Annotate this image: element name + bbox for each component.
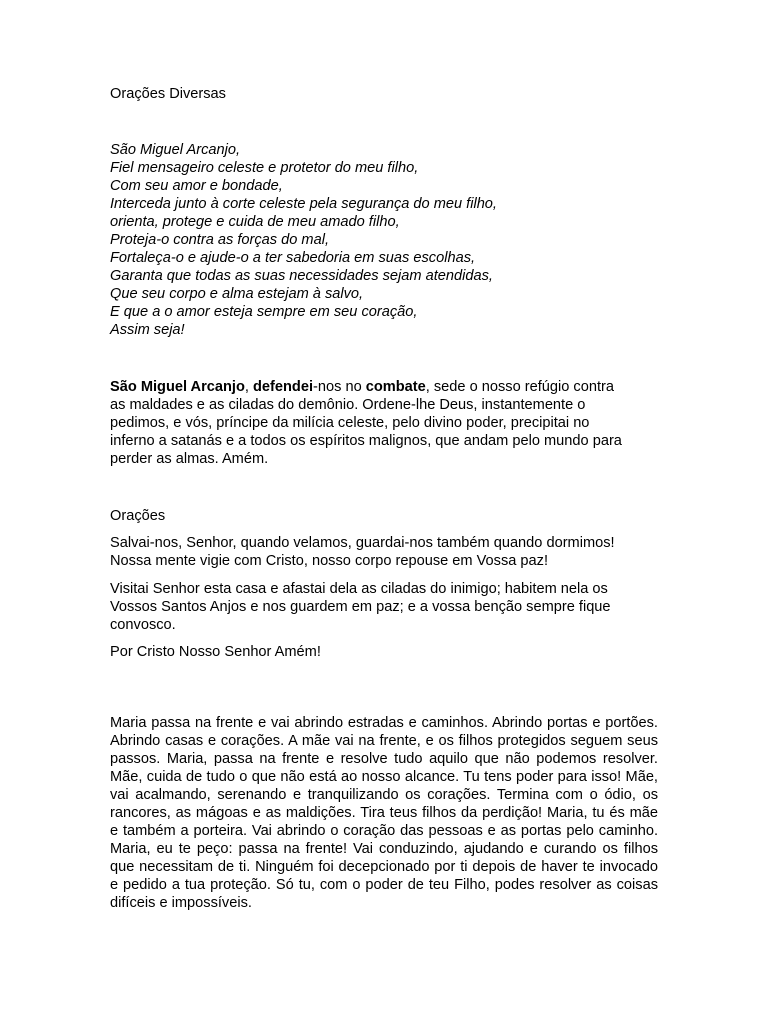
prayer-verb-bold: defendei: [253, 379, 314, 395]
prayer-line: E que a o amor esteja sempre em seu coração,: [110, 304, 418, 320]
prayer-sao-miguel-2: [110, 378, 658, 468]
document-page: [110, 0, 658, 1024]
prayer-combat-bold: combate: [365, 379, 426, 395]
document-title: [110, 85, 658, 103]
section-oracoes-para-2: [110, 580, 658, 634]
prayer-sep: ,: [244, 379, 253, 395]
para-line: convosco.: [110, 617, 176, 633]
section-heading: Orações: [110, 508, 166, 524]
prayer-line: Que seu corpo e alma estejam à salvo,: [110, 286, 364, 302]
prayer-line: Interceda junto à corte celeste pela segurança do meu filho,: [110, 196, 497, 212]
prayer-line: Proteja-o contra as forças do mal,: [110, 232, 330, 248]
prayer-line: Assim seja!: [110, 322, 185, 338]
prayer-line: Fortaleça-o e ajude-o a ter sabedoria em suas escolhas,: [110, 250, 476, 266]
section-oracoes-para-1: [110, 534, 658, 570]
prayer-line: Fiel mensageiro celeste e protetor do meu filho,: [110, 160, 419, 176]
para-line: Nossa mente vigie com Cristo, nosso corpo repouse em Vossa paz!: [110, 553, 549, 569]
prayer-line: São Miguel Arcanjo,: [110, 142, 241, 158]
prayer-maria-passa-na-frente: [110, 699, 658, 926]
prayer-line: perder as almas. Amém.: [110, 451, 269, 467]
prayer-rest: , sede o nosso refúgio contra: [425, 379, 614, 395]
prayer-line: Com seu amor e bondade,: [110, 178, 283, 194]
prayer-mid: -nos no: [313, 379, 366, 395]
title-text: Orações Diversas: [110, 86, 226, 102]
para-line: Por Cristo Nosso Senhor Amém!: [110, 644, 321, 660]
prayer-line: [110, 378, 658, 396]
section-oracoes-heading: [110, 507, 658, 525]
para-line: Visitai Senhor esta casa e afastai dela as ciladas do inimigo; habitem nela os: [110, 581, 608, 597]
para-line: Salvai-nos, Senhor, quando velamos, guardai-nos também quando dormimos!: [110, 535, 615, 551]
prayer-line: pedimos, e vós, príncipe da milícia celeste, pelo divino poder, precipitai no: [110, 415, 590, 431]
prayer-line: inferno a satanás e a todos os espíritos malignos, que andam pelo mundo para: [110, 433, 622, 449]
prayer-name-bold: São Miguel Arcanjo: [110, 379, 245, 395]
prayer-line: orienta, protege e cuida de meu amado filho,: [110, 214, 400, 230]
section-oracoes-para-3: [110, 643, 658, 661]
prayer-line: Garanta que todas as suas necessidades sejam atendidas,: [110, 268, 493, 284]
para-line: Vossos Santos Anjos e nos guardem em paz; e a vossa benção sempre fique: [110, 599, 611, 615]
prayer-maria-text: Maria passa na frente e vai abrindo estradas e caminhos. Abrindo portas e portões. Abrindo casas e corações. A mãe vai na frente, e os filhos protegidos seguem seus passos. Maria, passa na frente e resolve tudo aquilo que não podemos resolver. Mãe, cuida de tudo o que não está ao nosso alcance. Tu tens poder para isso! Mãe, vai acalmando, serenando e tranquilizando os corações. Termina com o ódio, os rancores, as mágoas e as maldições. Tira teus filhos da perdição! Maria, tu és mãe e também a porteira. Vai abrindo o coração das pessoas e as portas pelo caminho. Maria, eu te peço: passa na frente! Vai conduzindo, ajudando e curando os filhos que necessitam de ti. Ninguém foi decepcionado por ti depois de haver te invocado e pedido a tua proteção. Só tu, com o poder de teu Filho, podes resolver as coisas difíceis e impossíveis.: [110, 714, 658, 911]
prayer-line: as maldades e as ciladas do demônio. Ordene-lhe Deus, instantemente o: [110, 397, 586, 413]
prayer-sao-miguel-1: [110, 141, 658, 339]
